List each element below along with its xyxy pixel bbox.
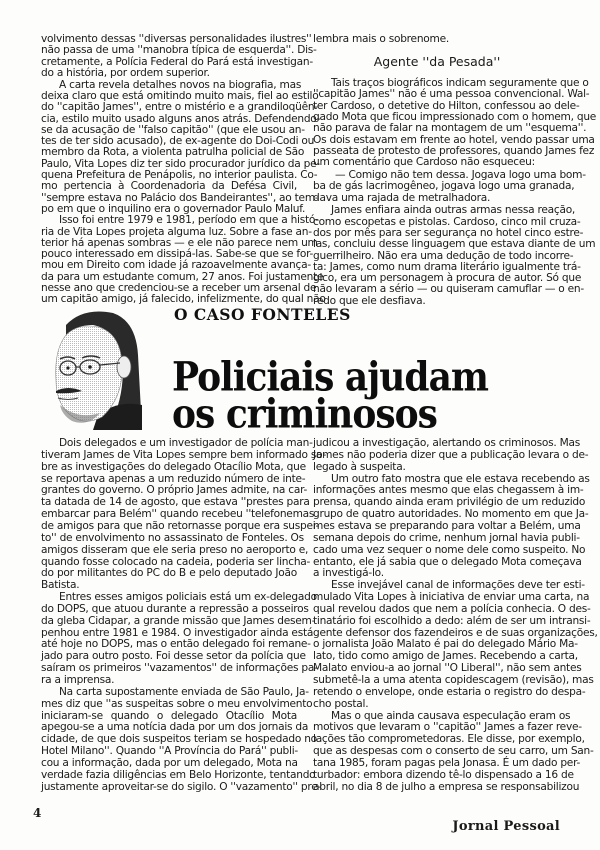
text-line: jado para outro posto. Foi desse setor da polícia que [41,650,306,663]
text-line: justamente aproveitar-se do sigilo. O ''vazamento'' pre- [41,780,322,793]
text-line: gico, era um personagem à procura de autor. Só que [313,272,582,285]
text-line: turbador: embora dizendo tê-lo dispensado a 16 de [313,768,574,781]
portrait-photo [38,305,142,430]
text-line: deixa claro que está omitindo muito mais, fiel ao estilo [41,89,319,102]
text-line: Os dois estavam em frente ao hotel, vendo passar uma [313,133,595,146]
text-line: Tais traços biográficos indicam seguramente que o [331,77,589,89]
bottom-left-column [41,437,327,807]
text-line: a investigá-lo. [313,567,384,580]
text-line: se da acusação de ''falso capitão'' (que ele usou an- [41,123,305,136]
text-line: semana depois do crime, nenhum jornal havia publi- [313,531,580,544]
text-line: verdade fazia diligências em Belo Horizonte, tentando [41,768,316,781]
text-line: não parava de falar na montagem de um ''esquema''. [313,122,587,135]
text-line: abril, no dia 8 de julho a empresa se responsabilizou [313,780,580,793]
text-line: mes estava se preparando para voltar a Belém, uma [313,519,581,532]
text-line: ria de Vita Lopes projeta alguma luz. Sobre a fase an- [41,225,312,238]
text-line: grantes do governo. O próprio James admite, na car- [41,484,308,497]
text-line: até hoje no DOPS, mas o então delegado foi remane- [41,638,311,651]
text-line: amigos disseram que ele seria preso no aeroporto e, [41,543,309,556]
text-line: redo que ele desfiava. [313,294,426,307]
top-right-column [313,33,597,307]
text-line: volvimento dessas ''diversas personalidades ilustres'' [41,33,312,45]
top-left-column [41,33,326,306]
text-line: lato, tido como amigo de James. Recebendo a carta, [313,650,578,663]
page-number: 4 [33,806,42,820]
text-line: embarcar para Belém'' quando recebeu ''telefonemas [41,508,315,521]
text-line: James não poderia dizer que a publicação levara o de- [313,448,589,461]
text-line: Malato enviou-a ao jornal ''O Liberal'', não sem antes [313,662,582,675]
text-line: gente defensor dos fazendeiros e de suas organizações, [313,626,598,639]
text-line: retendo o envelope, onde estaria o registro do despa- [313,685,586,698]
text-line: A carta revela detalhes novos na biografia, mas [59,78,302,91]
text-line: to'' de envolvimento no assassinato de Fonteles. Os [41,531,304,544]
text-line: do DOPS, que atuou durante a repressão a posseiros [41,602,309,615]
text-line: cou a informação, dada por um delegado, Mota na [41,756,298,769]
text-line: tana 1985, foram pagas pela Jonasa. É um dado per- [313,756,581,769]
subhead-agente-da-pesada: Agente ''da Pesada'' [373,54,501,69]
text-line: las, concluiu desse linguagem que estava diante de um [313,238,596,251]
headline-line-1: Policiais ajudam [172,353,488,401]
text-line: nesse ano que credenciou-se a receber um arsenal de [41,282,317,294]
text-line: Mas o que ainda causava especulação eram os [331,709,571,722]
bottom-right-column [313,437,598,807]
text-line: dos por mês para ser segurança no hotel cinco estre- [313,226,584,239]
text-line: James enfiara ainda outras armas nessa reação, [331,204,576,217]
text-line: — Comigo não tem dessa. Jogava logo uma bom- [335,168,586,181]
text-line: Na carta supostamente enviada de São Paulo, Ja- [59,685,309,698]
text-line: passeata de protesto de professores, quando James fez [313,144,595,157]
text-line: cidade, de que dois suspeitos teriam se hospedado no [41,733,317,746]
text-line: mou em Direito com idade já razoavelmente avança- [41,259,311,272]
text-line: entanto, ele já sabia que o delegado Mota começava [313,555,582,568]
text-line: saíram os primeiros ''vazamentos'' de informações pa- [41,662,318,675]
text-line: tinatário foi escolhido a dedo: além de ser um intransi- [313,614,591,627]
text-line: do ''capitão James'', entre o mistério e a grandiloqüên- [41,101,318,114]
text-line: cia, estilo muito usado alguns anos atrás. Defendendo- [41,112,321,125]
text-line: tes de ter sido acusado), de ex-agente do Doi-Codi ou [41,135,315,148]
text-line: de amigos para que não retornasse porque era suspei- [41,519,320,532]
text-line: Um outro fato mostra que ele estava recebendo as [331,472,590,485]
text-line: ''capitão James'' não é uma pessoa convencional. Wal- [313,88,590,101]
text-line: Batista. [41,579,80,592]
text-line: do a história, por ordem superior. [41,66,210,79]
text-line: ra a imprensa. [41,674,115,686]
text-line: iniciaram-se quando o delegado Otacílio Mota [41,709,297,722]
text-line: do por militantes do PC do B e pelo deputado João [41,567,297,580]
text-line: qual revelou dados que nem a polícia conhecia. O des- [313,602,591,615]
text-line: da para um estudante comum, 27 anos. Foi justamente [41,270,324,283]
text-line: mulado Vita Lopes à iniciativa de enviar uma carta, na [313,591,590,604]
text-line: quando fosse colocado na cadeia, poderia ser lincha- [41,555,311,568]
text-line: Paulo, Vita Lopes diz ter sido procurador jurídico da pe- [41,157,320,170]
text-line: dava uma rajada de metralhadora. [313,191,491,204]
text-line: não passa de uma ''manobra típica de esquerda''. Dis- [41,44,317,57]
text-line: como escopetas e pistolas. Cardoso, cinco mil cruza- [313,215,581,228]
text-line: submetê-la a uma atenta copidescagem (revisão), mas [313,674,594,686]
text-line: ta: James, como num drama literário igualmente trá- [313,260,581,273]
text-line: terior há apenas sombras — e ele não parece nem um [41,236,318,249]
text-line: mo pertencia à Coordenadoria da Defésa Civil, [41,180,297,193]
text-line: Dois delegados e um investigador de polícia man- [59,437,313,449]
article-kicker: O CASO FONTELES [174,305,351,324]
text-line: mes diz que ''as suspeitas sobre o meu envolvimento [41,697,313,710]
text-line: Esse invejável canal de informações deve ter esti- [331,579,585,592]
text-line: quena Prefeitura de Penápolis, no interior paulista. Co- [41,169,318,181]
text-line: penhou entre 1981 e 1984. O investigador ainda está [41,626,314,639]
text-line: lembra mais o sobrenome. [313,33,449,45]
text-line: membro da Rota, a violenta patrulha policial de São [41,146,305,159]
text-line: pouco interessado em dissipá-las. Sabe-se que se for- [41,248,314,261]
text-line: que as despesas com o conserto de seu carro, um San- [313,745,594,758]
text-line: grupo de quatro autoridades. No momento em que Ja- [313,508,589,521]
text-line: da gleba Cidapar, a grande missão que James desem- [41,614,316,627]
headline-line-2: os criminosos [172,390,437,438]
text-line: informações antes mesmo que elas chegassem à im- [313,484,584,497]
text-line: um comentário que Cardoso não esqueceu: [313,156,535,169]
publication-name: Jornal Pessoal [452,819,560,834]
text-line: prensa, quando ainda eram privilégio de um reduzido [313,496,586,509]
text-line: ba de gás lacrimogêneo, jogava logo uma granada, [313,180,575,193]
text-line: Isso foi entre 1979 e 1981, período em que a histó- [59,214,319,227]
text-line: lações tão comprometedoras. Ele disse, por exemplo, [313,733,585,746]
text-line: cretamente, a Polícia Federal do Pará está investigan- [41,55,313,68]
text-line: cho postal. [313,697,369,710]
text-line: tiveram James de Vita Lopes sempre bem informado so- [41,448,327,461]
text-line: gado Mota que ficou impressionado com o homem, que [313,110,597,123]
text-line: apegou-se a uma notícia dada por um dos jornais da [41,721,309,734]
text-line: ''sempre estava no Palácio dos Bandeirantes'', ao tem- [41,191,319,204]
text-line: se reportava apenas a um reduzido número de inte- [41,472,306,485]
text-line: Hotel Milano''. Quando ''A Província do Pará'' publi- [41,745,298,758]
text-line: não levaram a sério — ou quiseram camuflar — o en- [313,283,584,296]
text-line: legado à suspeita. [313,460,406,473]
text-line: motivos que levaram o ''capitão'' James a fazer reve- [313,721,582,734]
text-line: cado uma vez sequer o nome dele como suspeito. No [313,543,586,556]
text-line: judicou a investigação, alertando os criminosos. Mas [313,437,580,449]
text-line: o jornalista João Malato é pai do delegado Mário Ma- [313,638,578,651]
text-line: guerrilheiro. Não era uma dedução de todo incorre- [313,249,574,262]
text-line: bre as investigações do delegado Otacílio Mota, que [41,460,306,473]
text-line: um capitão amigo, já falecido, infelizmente, do qual não [41,293,326,306]
text-line: ter Cardoso, o detetive do Hilton, confessou ao dele- [313,99,580,112]
text-line: ta datada de 14 de agosto, que estava ''prestes para [41,496,310,509]
text-line: Entres esses amigos policiais está um ex-delegado [59,591,317,604]
text-line: po em que o inquilino era o governador Paulo Maluf. [41,202,306,215]
